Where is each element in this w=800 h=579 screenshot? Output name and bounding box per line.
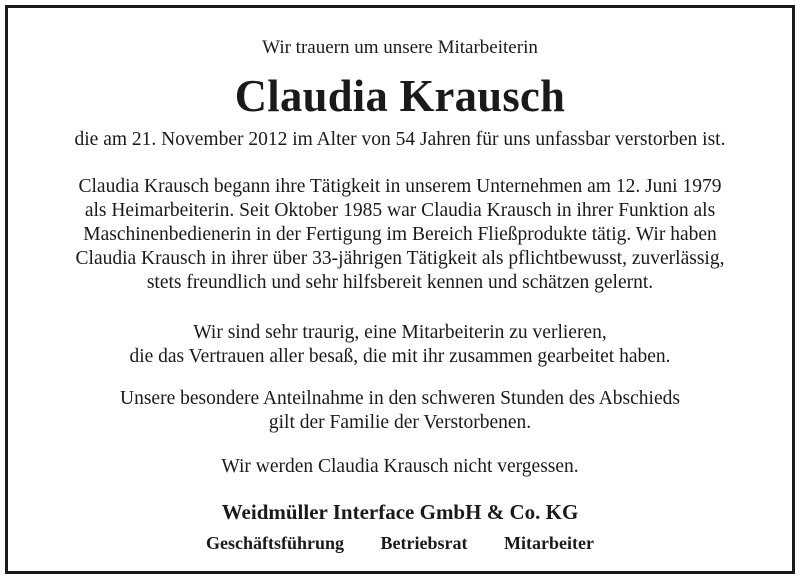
intro-line: Wir trauern um unsere Mitarbeiterin [262, 37, 538, 58]
obituary-frame [5, 5, 795, 574]
paragraph-line: gilt der Familie der Verstorbenen. [268, 412, 532, 433]
obituary-content [8, 8, 792, 571]
paragraph-remembrance: Wir werden Claudia Krausch nicht vergessen. [221, 456, 579, 477]
signer-management: Geschäftsführung [206, 533, 345, 553]
paragraph-sadness [8, 321, 792, 369]
signers-row [8, 532, 792, 554]
signer-employees: Mitarbeiter [504, 533, 594, 553]
death-line: die am 21. November 2012 im Alter von 54 Jahren für uns unfassbar verstorben ist. [74, 129, 726, 150]
paragraph-line: Claudia Krausch begann ihre Tätigkeit in unserem Unternehmen am 12. Juni 1979 [78, 176, 722, 197]
paragraph-line: die das Vertrauen aller besaß, die mit ihr zusammen gearbeitet haben. [129, 346, 671, 367]
paragraph-line: Claudia Krausch in ihrer über 33-jährigen Tätigkeit als pflichtbewusst, zuverlässig, [75, 248, 725, 269]
signer-works-council: Betriebsrat [380, 533, 468, 553]
paragraph-line: Maschinenbedienerin in der Fertigung im Bereich Fließprodukte tätig. Wir haben [83, 224, 717, 245]
deceased-name: Claudia Krausch [234, 70, 566, 121]
paragraph-career [8, 175, 792, 295]
paragraph-line: stets freundlich und sehr hilfsbereit kennen und schätzen gelernt. [146, 272, 654, 293]
company-name: Weidmüller Interface GmbH & Co. KG [221, 500, 579, 524]
paragraph-line: Unsere besondere Anteilnahme in den schweren Stunden des Abschieds [120, 388, 680, 409]
paragraph-condolence [8, 387, 792, 435]
paragraph-line: Wir sind sehr traurig, eine Mitarbeiterin zu verlieren, [193, 322, 607, 343]
paragraph-line: als Heimarbeiterin. Seit Oktober 1985 war Claudia Krausch in ihrer Funktion als [84, 200, 716, 221]
